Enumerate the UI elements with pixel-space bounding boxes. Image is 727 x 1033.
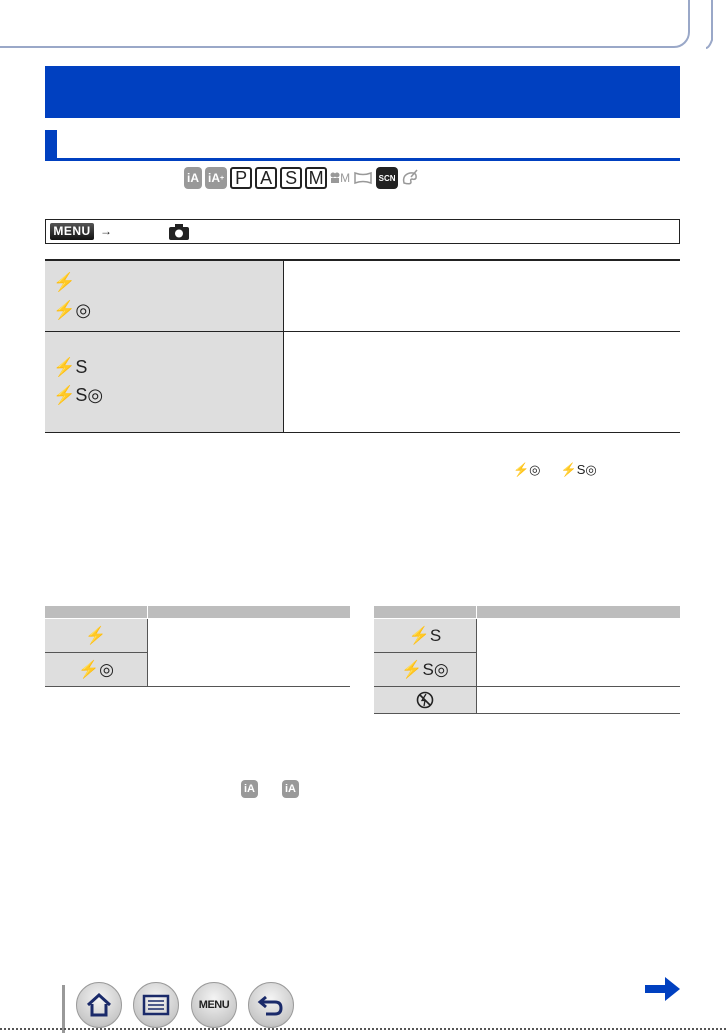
- forced-on-red-eye-icon: ⚡◎: [53, 300, 92, 320]
- mode-scn-icon: SCN: [376, 167, 398, 189]
- forced-flash-on-icon: ⚡: [53, 272, 76, 292]
- page-corner-curve: [706, 0, 727, 70]
- list-icon: [142, 994, 170, 1016]
- flash-table-row1-label-cell: [45, 261, 283, 331]
- mode-a-icon: A: [255, 167, 277, 189]
- menu-button[interactable]: [191, 982, 237, 1028]
- right-subtable-bottom-rule: [374, 713, 680, 714]
- forced-red-eye-icon: ⚡◎: [77, 659, 114, 679]
- mode-ia-icon: iA: [184, 167, 202, 189]
- left-subtable-bottom-rule: [45, 686, 350, 687]
- mode-creative-video-icon: M: [330, 167, 350, 189]
- slow-sync-red-eye-small-icon: ⚡S◎: [401, 659, 449, 679]
- right-subtable-header-split: [476, 606, 477, 618]
- menu-key-icon: MENU: [50, 223, 94, 240]
- recording-mode-icons: [184, 166, 419, 190]
- inline-ia-plus-icon: iA: [282, 780, 299, 798]
- right-subtable-row-slow-sync-red-eye: [374, 653, 476, 686]
- mode-m-icon: M: [305, 167, 327, 189]
- right-subtable-row-slow-sync: [374, 619, 476, 652]
- mode-s-icon: S: [280, 167, 302, 189]
- forced-on-icon: ⚡: [85, 625, 107, 645]
- home-button[interactable]: [76, 982, 122, 1028]
- menu-button-label: MENU: [198, 999, 230, 1011]
- inline-slow-sync-red-eye-icon: ⚡S◎: [560, 462, 597, 477]
- page-header-frame: [0, 0, 690, 48]
- inline-intelligent-auto-icons: [241, 780, 299, 798]
- left-subtable-column-divider: [147, 619, 148, 686]
- left-subtable-row-forced-on: [45, 619, 147, 652]
- next-page-arrow-icon[interactable]: [645, 976, 681, 1002]
- movie-camera-icon: [330, 172, 340, 184]
- menu-path-arrow: →: [100, 224, 112, 238]
- palette-icon: [401, 169, 419, 187]
- mode-p-icon: P: [230, 167, 252, 189]
- flash-off-icon: [416, 691, 434, 709]
- menu-path-bar: [45, 219, 680, 244]
- inline-forced-red-eye-icon: ⚡◎: [513, 462, 541, 477]
- slow-sync-icon: ⚡S: [53, 357, 88, 377]
- contents-button[interactable]: [133, 982, 179, 1028]
- left-subtable-row-forced-red-eye: [45, 653, 147, 686]
- mode-creative-control-icon: [401, 167, 419, 189]
- page-corner: [706, 0, 727, 70]
- right-subtable-header: [374, 606, 680, 618]
- mode-panorama-icon: [353, 167, 373, 189]
- panorama-icon: [353, 171, 373, 185]
- page-title-bar: [45, 66, 680, 118]
- nav-left-rule: [62, 985, 65, 1033]
- camera-icon: [167, 223, 191, 241]
- right-subtable-column-divider: [476, 619, 477, 713]
- mode-ia-plus-icon: iA +: [205, 167, 227, 189]
- flash-table-column-divider: [283, 261, 284, 432]
- back-button[interactable]: [248, 982, 294, 1028]
- left-subtable-header: [45, 606, 350, 618]
- slow-sync-small-icon: ⚡S: [408, 625, 442, 645]
- home-icon: [85, 992, 113, 1018]
- slow-sync-red-eye-icon: ⚡S◎: [53, 385, 104, 405]
- section-heading-rule: [45, 158, 680, 161]
- inline-ia-icon: iA: [241, 780, 258, 798]
- right-subtable-row-flash-off: [374, 687, 476, 713]
- page-bottom-dashed-rule: [0, 1028, 727, 1030]
- inline-red-eye-icons: [513, 462, 597, 478]
- flash-table-row2-label-cell: [45, 332, 283, 432]
- back-icon: [257, 993, 285, 1017]
- flash-table-bottom-rule: [45, 432, 680, 433]
- section-heading-mark: [45, 130, 57, 158]
